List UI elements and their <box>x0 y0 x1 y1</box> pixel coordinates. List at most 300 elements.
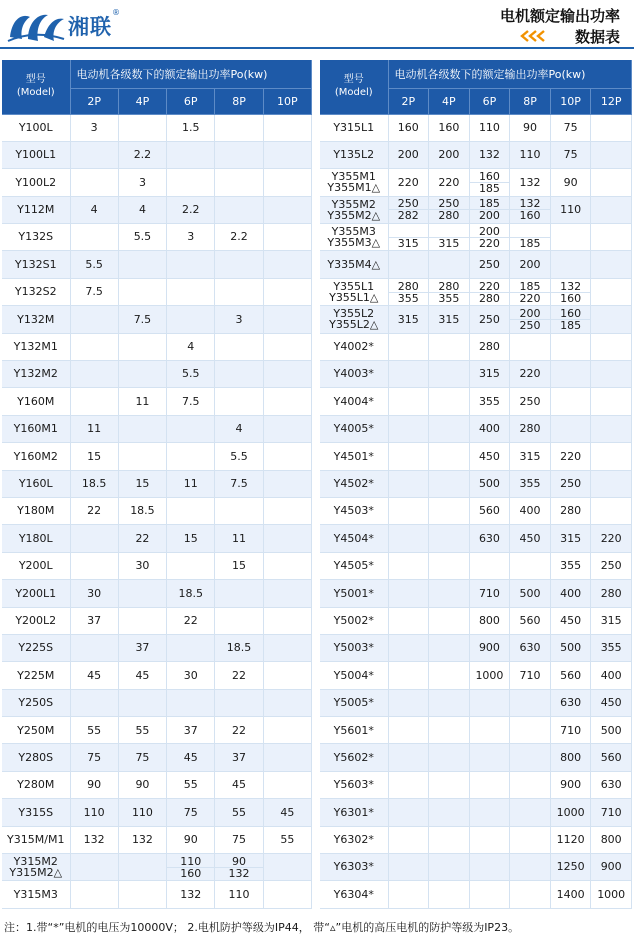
power-cell <box>70 224 118 251</box>
power-cell: 4 <box>118 196 166 223</box>
power-cell: 250 <box>469 251 510 278</box>
power-cell <box>591 361 632 388</box>
model-cell: Y200L <box>2 552 70 579</box>
power-cell: 3 <box>118 169 166 196</box>
table-row <box>320 771 632 798</box>
power-cell <box>510 799 551 826</box>
power-cell: 110 <box>215 881 263 908</box>
table-row <box>2 251 312 278</box>
power-cell: 7.5 <box>70 278 118 305</box>
power-cell: 280 <box>469 333 510 360</box>
power-cell: 250 <box>550 470 591 497</box>
table-row <box>320 634 632 661</box>
table-row <box>2 634 312 661</box>
power-cell <box>70 141 118 168</box>
power-cell <box>70 634 118 661</box>
model-cell <box>320 278 388 305</box>
power-cell: 55 <box>263 826 311 853</box>
power-cell <box>263 306 311 333</box>
power-cell <box>167 278 215 305</box>
power-cell: 400 <box>510 497 551 524</box>
cell-part: 250 <box>438 197 460 211</box>
cell-part: 90 <box>232 854 247 868</box>
power-cell <box>429 470 470 497</box>
pole-header: 8P <box>510 88 551 114</box>
page-subtitle: 数据表 <box>574 28 620 46</box>
pole-header: 4P <box>118 88 166 114</box>
model-cell: Y4005* <box>320 415 388 442</box>
power-cell <box>388 580 429 607</box>
power-cell <box>510 224 551 251</box>
power-cell <box>469 744 510 771</box>
power-cell <box>388 771 429 798</box>
cell-part: Y355M3 <box>331 225 376 239</box>
table-row <box>2 771 312 798</box>
power-cell <box>388 552 429 579</box>
power-cell <box>167 251 215 278</box>
table-row <box>320 470 632 497</box>
power-cell <box>70 361 118 388</box>
power-cell: 800 <box>469 607 510 634</box>
table-row <box>2 306 312 333</box>
power-cell: 90 <box>550 169 591 196</box>
chevron-left-icon <box>520 30 548 42</box>
cell-part: 132 <box>519 197 541 211</box>
power-cell <box>429 634 470 661</box>
power-cell <box>388 717 429 744</box>
power-cell <box>469 196 510 223</box>
power-cell: 560 <box>591 744 632 771</box>
power-cell <box>215 114 263 141</box>
power-cell: 7.5 <box>215 470 263 497</box>
power-cell <box>118 881 166 908</box>
model-cell: Y5001* <box>320 580 388 607</box>
power-cell <box>118 114 166 141</box>
power-cell <box>215 854 263 881</box>
power-cell <box>263 169 311 196</box>
power-cell: 4 <box>215 415 263 442</box>
power-cell <box>118 278 166 305</box>
power-cell <box>591 306 632 333</box>
table-row <box>2 881 312 908</box>
power-cell <box>167 169 215 196</box>
table-row <box>2 552 312 579</box>
power-cell: 900 <box>550 771 591 798</box>
power-cell <box>167 443 215 470</box>
power-cell <box>70 333 118 360</box>
model-cell: Y5005* <box>320 689 388 716</box>
power-cell: 22 <box>118 525 166 552</box>
cell-part: 185 <box>470 182 510 194</box>
table-row <box>2 525 312 552</box>
power-header: 电动机各级数下的额定输出功率Po(kw) <box>70 60 312 88</box>
model-cell: Y280M <box>2 771 70 798</box>
power-cell: 800 <box>591 826 632 853</box>
power-cell <box>469 854 510 881</box>
table-row <box>320 525 632 552</box>
power-cell: 132 <box>167 881 215 908</box>
power-cell: 630 <box>510 634 551 661</box>
power-cell <box>510 744 551 771</box>
power-cell: 132 <box>469 141 510 168</box>
power-cell <box>215 361 263 388</box>
power-cell <box>591 224 632 251</box>
power-cell: 75 <box>118 744 166 771</box>
table-row <box>320 497 632 524</box>
power-cell: 500 <box>469 470 510 497</box>
power-cell: 1400 <box>550 881 591 908</box>
power-cell <box>429 662 470 689</box>
cell-part: 355 <box>429 292 469 304</box>
model-cell: Y4504* <box>320 525 388 552</box>
cell-part: 250 <box>510 319 550 331</box>
cell-part: 220 <box>470 237 510 249</box>
power-cell <box>429 388 470 415</box>
pole-header: 2P <box>70 88 118 114</box>
table-row <box>2 744 312 771</box>
power-cell: 710 <box>469 580 510 607</box>
power-cell <box>263 497 311 524</box>
power-cell <box>429 799 470 826</box>
power-cell: 55 <box>70 717 118 744</box>
power-cell <box>429 552 470 579</box>
power-cell <box>263 717 311 744</box>
power-cell: 22 <box>215 662 263 689</box>
power-cell <box>388 525 429 552</box>
cell-part: 160 <box>510 209 550 221</box>
power-cell: 315 <box>429 306 470 333</box>
power-cell: 110 <box>70 799 118 826</box>
power-cell <box>429 415 470 442</box>
power-cell <box>429 826 470 853</box>
cell-part: 280 <box>438 279 460 293</box>
power-cell <box>215 689 263 716</box>
table-row <box>320 689 632 716</box>
power-cell: 355 <box>550 552 591 579</box>
power-cell: 630 <box>591 771 632 798</box>
power-cell: 5.5 <box>167 361 215 388</box>
power-cell <box>263 251 311 278</box>
cell-part <box>389 226 429 237</box>
header-divider <box>0 47 634 49</box>
power-cell: 800 <box>550 744 591 771</box>
cell-part: Y355L1 <box>333 280 375 294</box>
power-cell: 220 <box>388 169 429 196</box>
power-cell <box>510 771 551 798</box>
power-cell: 2.2 <box>118 141 166 168</box>
power-cell <box>469 771 510 798</box>
power-cell: 1000 <box>591 881 632 908</box>
model-cell: Y160L <box>2 470 70 497</box>
power-cell: 2.2 <box>167 196 215 223</box>
cell-part: Y355M1 <box>331 170 376 184</box>
table-row <box>320 415 632 442</box>
power-cell <box>591 169 632 196</box>
cell-part: 185 <box>519 279 541 293</box>
model-cell <box>320 169 388 196</box>
power-cell <box>118 361 166 388</box>
power-cell <box>591 333 632 360</box>
power-cell: 280 <box>550 497 591 524</box>
power-cell <box>118 607 166 634</box>
model-cell <box>320 306 388 333</box>
table-row <box>320 799 632 826</box>
page-header <box>0 0 634 58</box>
power-cell <box>469 881 510 908</box>
power-cell: 90 <box>167 826 215 853</box>
power-cell <box>70 388 118 415</box>
power-cell <box>469 717 510 744</box>
cell-part: 160 <box>560 306 582 320</box>
cell-part: 200 <box>470 209 510 221</box>
table-row <box>320 224 632 251</box>
power-cell: 3 <box>167 224 215 251</box>
power-cell: 132 <box>70 826 118 853</box>
model-cell: Y132M1 <box>2 333 70 360</box>
model-header <box>2 60 70 114</box>
power-cell: 500 <box>550 634 591 661</box>
footnote: 注：1.带“*”电机的电压为10000V； 2.电机防护等级为IP44， 带“▵”电机的高压电机的防护等级为IP23。 <box>4 921 520 934</box>
table-row <box>320 114 632 141</box>
power-cell: 11 <box>118 388 166 415</box>
power-cell <box>469 224 510 251</box>
model-cell: Y132S <box>2 224 70 251</box>
power-cell <box>263 388 311 415</box>
power-cell <box>167 634 215 661</box>
power-cell <box>429 333 470 360</box>
power-cell: 15 <box>215 552 263 579</box>
model-cell: Y250S <box>2 689 70 716</box>
table-row <box>320 552 632 579</box>
table-row <box>320 826 632 853</box>
pole-header: 10P <box>263 88 311 114</box>
table-row <box>320 361 632 388</box>
power-cell: 450 <box>550 607 591 634</box>
table-row <box>2 580 312 607</box>
model-cell: Y6304* <box>320 881 388 908</box>
power-cell <box>469 169 510 196</box>
power-cell <box>429 580 470 607</box>
power-cell <box>215 169 263 196</box>
power-cell: 132 <box>510 169 551 196</box>
power-cell <box>469 552 510 579</box>
power-cell <box>118 689 166 716</box>
power-cell: 5.5 <box>70 251 118 278</box>
table-row <box>2 799 312 826</box>
power-cell: 110 <box>469 114 510 141</box>
table-row <box>2 361 312 388</box>
page-title: 电机额定输出功率 <box>499 7 620 25</box>
power-cell <box>510 552 551 579</box>
table-row <box>2 497 312 524</box>
power-cell <box>70 881 118 908</box>
model-cell: Y4004* <box>320 388 388 415</box>
power-cell <box>388 196 429 223</box>
power-cell: 560 <box>550 662 591 689</box>
power-cell <box>469 826 510 853</box>
power-cell: 110 <box>510 141 551 168</box>
model-cell: Y100L1 <box>2 141 70 168</box>
model-cell: Y5602* <box>320 744 388 771</box>
power-cell <box>591 443 632 470</box>
model-cell: Y315S <box>2 799 70 826</box>
power-cell <box>70 552 118 579</box>
pole-header: 4P <box>429 88 470 114</box>
model-cell <box>320 224 388 251</box>
power-cell <box>263 771 311 798</box>
brand-mark-icon <box>6 7 66 45</box>
power-cell: 450 <box>510 525 551 552</box>
table-row <box>320 443 632 470</box>
model-cell: Y132M <box>2 306 70 333</box>
power-cell: 315 <box>469 361 510 388</box>
model-cell: Y4502* <box>320 470 388 497</box>
table-row <box>2 388 312 415</box>
power-cell <box>591 388 632 415</box>
cell-part: Y355L2△ <box>329 318 379 332</box>
power-cell <box>550 251 591 278</box>
cell-part: Y355L1△ <box>329 291 379 305</box>
power-cell <box>429 881 470 908</box>
power-cell: 75 <box>70 744 118 771</box>
power-cell: 11 <box>215 525 263 552</box>
cell-part: 185 <box>551 319 591 331</box>
power-cell: 37 <box>70 607 118 634</box>
cell-part: Y355M3△ <box>327 236 381 250</box>
table-row <box>2 826 312 853</box>
power-cell: 75 <box>550 141 591 168</box>
power-cell <box>429 854 470 881</box>
power-cell <box>263 689 311 716</box>
power-cell <box>70 169 118 196</box>
power-cell: 315 <box>550 525 591 552</box>
power-cell: 710 <box>510 662 551 689</box>
power-cell <box>429 689 470 716</box>
model-cell: Y315M/M1 <box>2 826 70 853</box>
table-row <box>320 169 632 196</box>
registered-mark: ® <box>112 8 120 17</box>
power-cell <box>469 278 510 305</box>
power-cell: 75 <box>167 799 215 826</box>
power-cell: 15 <box>118 470 166 497</box>
table-row <box>2 169 312 196</box>
table-row <box>2 607 312 634</box>
power-cell: 75 <box>215 826 263 853</box>
power-cell: 22 <box>167 607 215 634</box>
power-cell <box>388 662 429 689</box>
power-cell: 55 <box>167 771 215 798</box>
power-cell <box>70 306 118 333</box>
power-cell <box>167 415 215 442</box>
cell-part: Y315M2 <box>13 855 58 869</box>
table-row <box>320 717 632 744</box>
power-cell <box>263 196 311 223</box>
table-row <box>2 224 312 251</box>
power-cell: 37 <box>118 634 166 661</box>
power-cell <box>429 224 470 251</box>
power-cell <box>510 196 551 223</box>
table-row <box>2 689 312 716</box>
power-cell: 15 <box>167 525 215 552</box>
cell-part: 280 <box>470 292 510 304</box>
model-cell: Y6303* <box>320 854 388 881</box>
power-cell <box>215 251 263 278</box>
power-cell <box>429 278 470 305</box>
power-cell <box>263 278 311 305</box>
power-cell: 7.5 <box>118 306 166 333</box>
power-cell: 15 <box>70 443 118 470</box>
power-cell: 1250 <box>550 854 591 881</box>
power-cell: 22 <box>215 717 263 744</box>
power-cell: 110 <box>550 196 591 223</box>
power-cell <box>167 689 215 716</box>
model-header-label: 型号 <box>343 74 364 86</box>
power-cell: 22 <box>70 497 118 524</box>
power-cell <box>591 278 632 305</box>
power-cell <box>469 799 510 826</box>
table-row <box>320 306 632 333</box>
power-cell: 160 <box>429 114 470 141</box>
power-cell: 18.5 <box>118 497 166 524</box>
model-cell: Y6302* <box>320 826 388 853</box>
brand-name: 湘联 <box>68 15 112 39</box>
model-cell: Y132M2 <box>2 361 70 388</box>
table-row <box>2 415 312 442</box>
cell-part: 160 <box>551 292 591 304</box>
model-cell: Y135L2 <box>320 141 388 168</box>
power-cell <box>263 114 311 141</box>
power-cell <box>510 717 551 744</box>
power-cell <box>469 689 510 716</box>
power-cell <box>429 771 470 798</box>
power-cell <box>388 634 429 661</box>
model-cell <box>320 196 388 223</box>
power-cell <box>429 443 470 470</box>
power-cell <box>388 607 429 634</box>
power-cell: 18.5 <box>167 580 215 607</box>
model-cell: Y4505* <box>320 552 388 579</box>
model-cell: Y160M2 <box>2 443 70 470</box>
power-cell <box>388 415 429 442</box>
power-cell: 280 <box>510 415 551 442</box>
power-cell <box>167 497 215 524</box>
table-row <box>320 141 632 168</box>
table-row <box>320 881 632 908</box>
power-cell <box>550 306 591 333</box>
power-cell: 90 <box>510 114 551 141</box>
power-cell: 560 <box>510 607 551 634</box>
power-cell <box>263 415 311 442</box>
cell-part: 315 <box>389 237 429 249</box>
power-cell <box>215 580 263 607</box>
power-cell: 30 <box>118 552 166 579</box>
table-row <box>2 443 312 470</box>
model-cell: Y5002* <box>320 607 388 634</box>
model-cell: Y225S <box>2 634 70 661</box>
cell-part: 355 <box>389 292 429 304</box>
power-cell <box>388 689 429 716</box>
cell-part: 185 <box>478 197 500 211</box>
table-row <box>2 717 312 744</box>
power-cell <box>591 141 632 168</box>
power-cell <box>263 552 311 579</box>
model-header-label: 型号 <box>25 74 46 86</box>
model-header <box>320 60 388 114</box>
power-cell: 2.2 <box>215 224 263 251</box>
cell-part: 200 <box>478 224 500 238</box>
power-cell <box>510 854 551 881</box>
power-cell: 4 <box>70 196 118 223</box>
